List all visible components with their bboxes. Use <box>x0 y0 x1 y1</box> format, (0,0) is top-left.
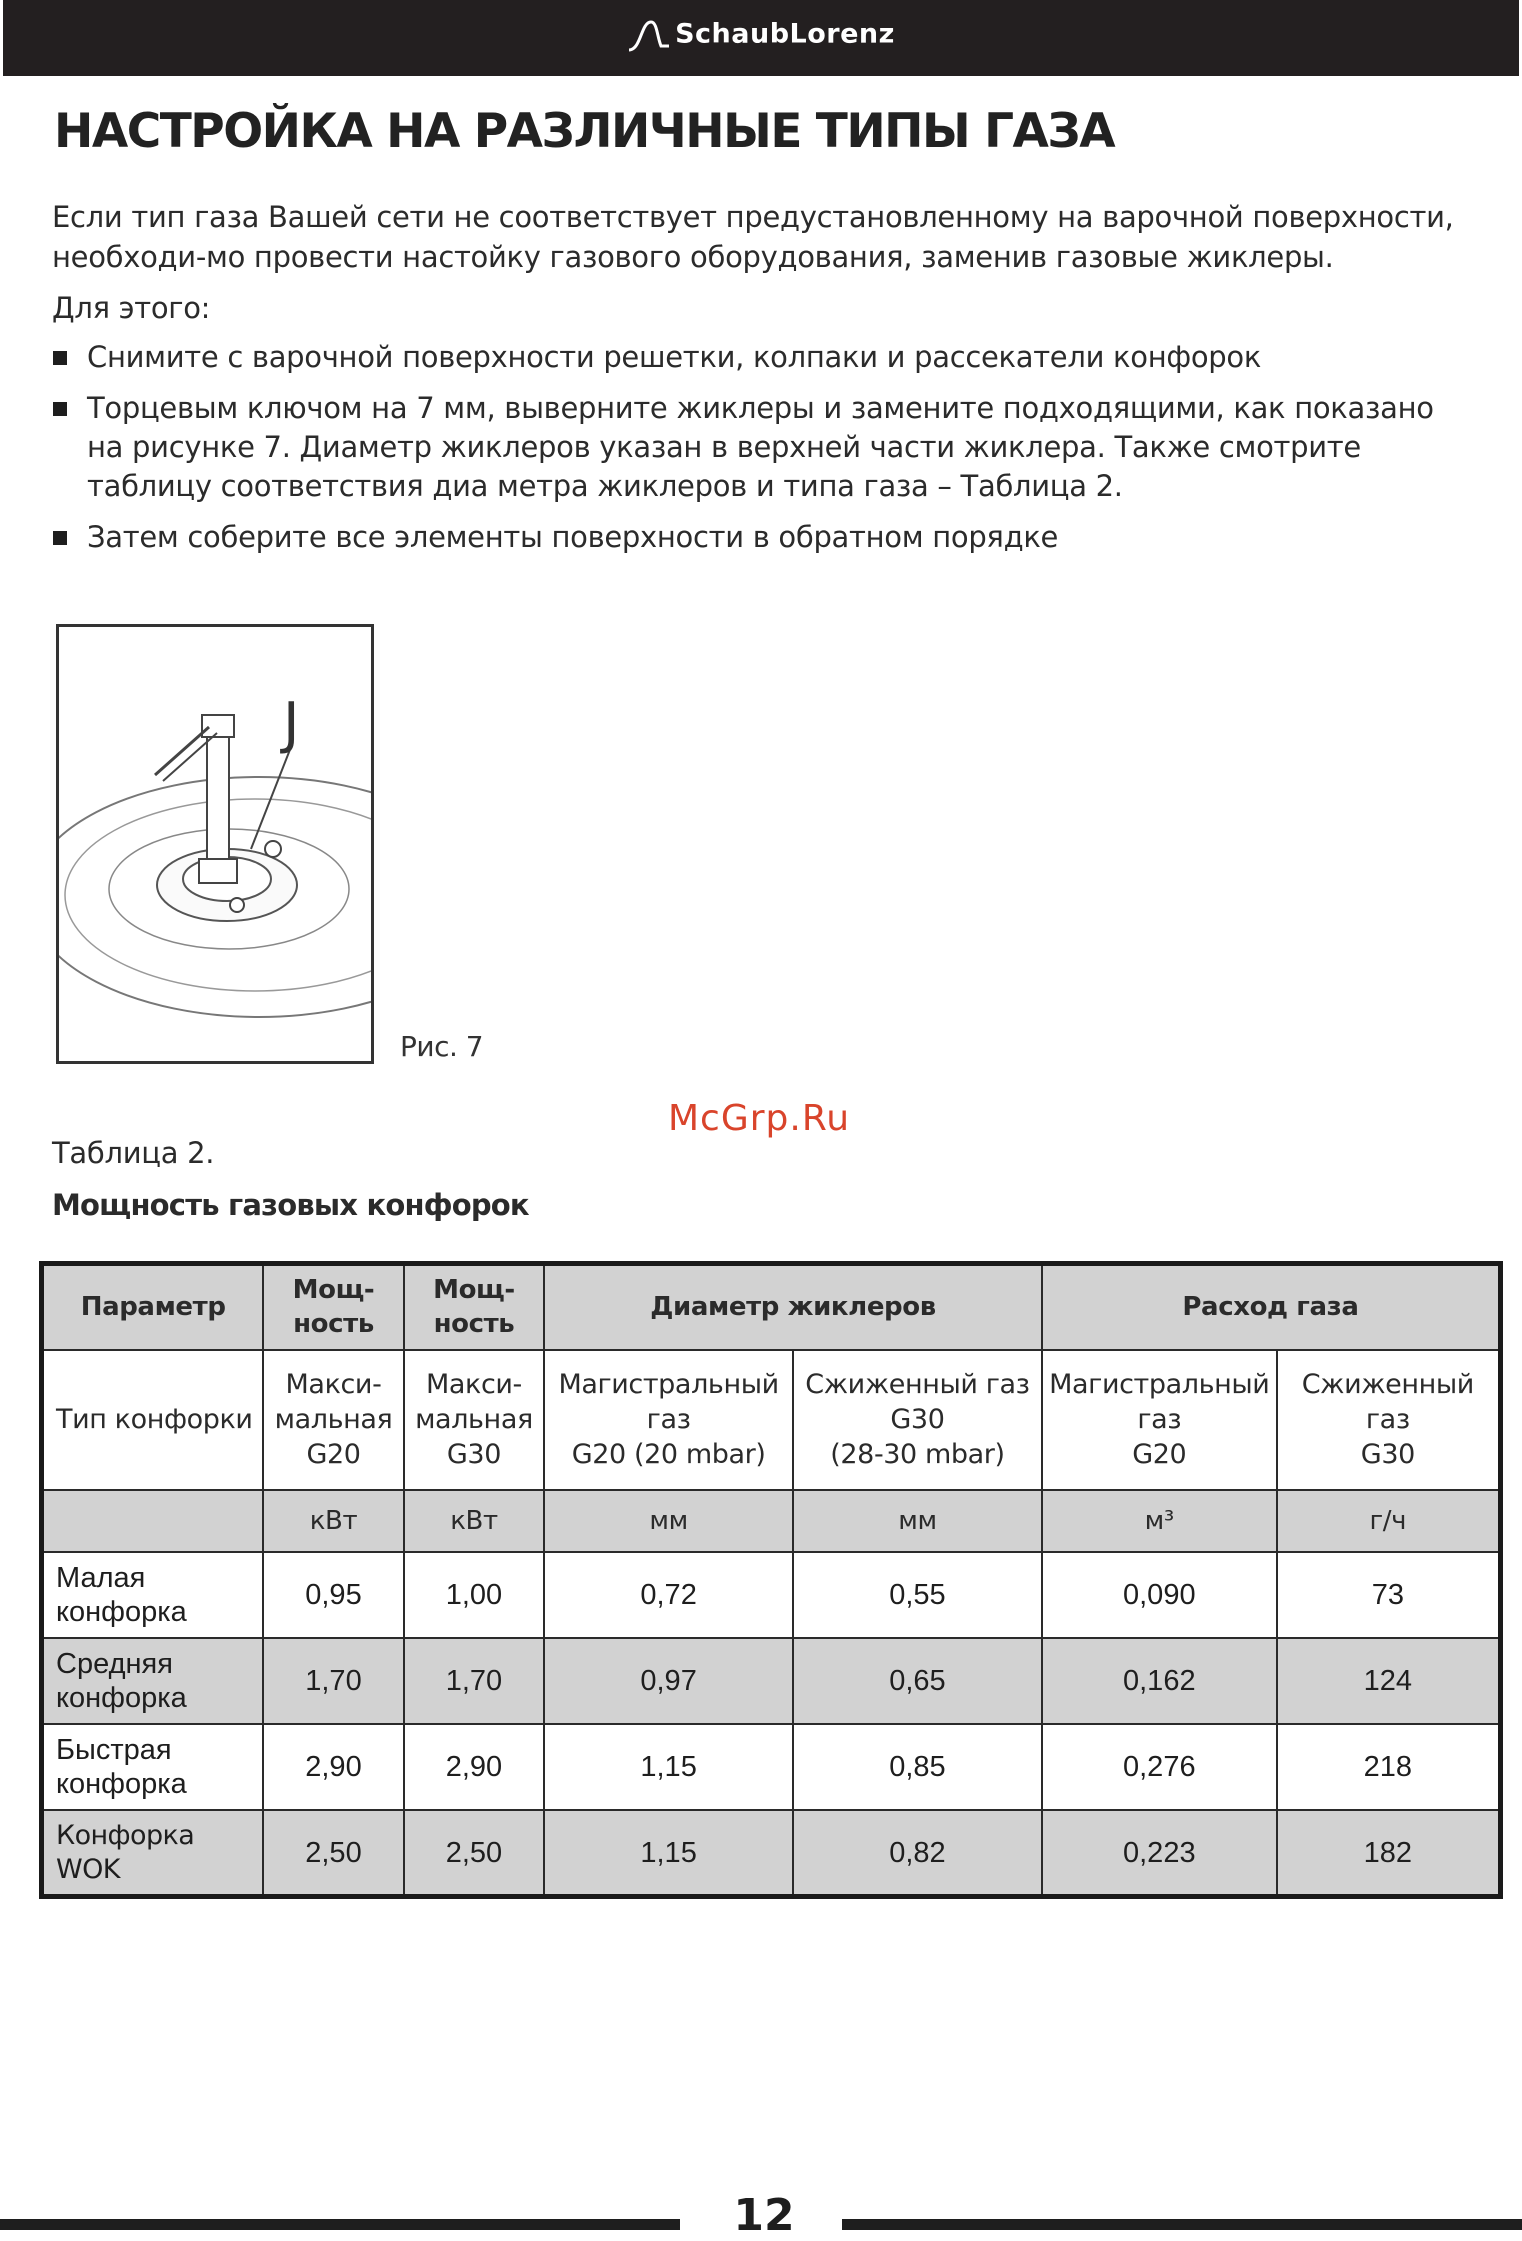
table-cell: 1,00 <box>404 1552 544 1638</box>
step-item: Торцевым ключом на 7 мм, выверните жиклеры и замените подходящими, как показано на рисунке 7. Диаметр жиклеров указан в верхней части жиклера. Также смотрите таблицу соответствия диа метра жиклеров и типа газа – Таблица 2. <box>52 389 1472 506</box>
brand-logo-icon <box>627 18 671 52</box>
table-row <box>42 1724 1501 1810</box>
unit-cell: г/ч <box>1277 1490 1501 1552</box>
row-name: Малая конфорка <box>42 1552 264 1638</box>
table-cell: 0,55 <box>793 1552 1042 1638</box>
table-cell: 0,82 <box>793 1810 1042 1896</box>
table-label: Таблица 2. <box>52 1136 215 1170</box>
figure-7 <box>56 624 374 1064</box>
bullet-square-icon <box>53 351 67 365</box>
watermark: McGrp.Ru <box>668 1098 851 1139</box>
header-cell: Сжиженный газ G30 <box>1277 1350 1501 1490</box>
header-cell: Параметр <box>42 1264 264 1350</box>
units-row <box>42 1490 1501 1552</box>
step-item: Снимите с варочной поверхности решетки, колпаки и рассекатели конфорок <box>52 338 1472 377</box>
header-cell: Тип конфорки <box>42 1350 264 1490</box>
unit-cell: мм <box>544 1490 793 1552</box>
page-number: 12 <box>733 2190 795 2241</box>
row-name: Быстрая конфорка <box>42 1724 264 1810</box>
table-cell: 0,97 <box>544 1638 793 1724</box>
header-cell: Мощ- ность <box>263 1264 403 1350</box>
table-row <box>42 1552 1501 1638</box>
table-cell: 2,50 <box>404 1810 544 1896</box>
for-this-label: Для этого: <box>52 291 211 325</box>
table-cell: 2,50 <box>263 1810 403 1896</box>
figure-label: J <box>283 691 300 756</box>
table-cell: 2,90 <box>263 1724 403 1810</box>
table-row <box>42 1810 1501 1896</box>
table-cell: 0,85 <box>793 1724 1042 1810</box>
table-row <box>42 1638 1501 1724</box>
header-cell: Сжиженный газ G30 (28-30 mbar) <box>793 1350 1042 1490</box>
table-cell: 73 <box>1277 1552 1501 1638</box>
table-cell: 0,95 <box>263 1552 403 1638</box>
steps-list <box>52 338 1472 569</box>
table-cell: 0,090 <box>1042 1552 1277 1638</box>
header-row-2 <box>42 1350 1501 1490</box>
table-cell: 0,223 <box>1042 1810 1277 1896</box>
figure-caption: Рис. 7 <box>400 1030 484 1063</box>
page-title: НАСТРОЙКА НА РАЗЛИЧНЫЕ ТИПЫ ГАЗА <box>54 104 1115 159</box>
jet-wrench-illustration <box>59 627 371 1061</box>
header-cell: Расход газа <box>1042 1264 1501 1350</box>
header-cell: Магистральный газ G20 (20 mbar) <box>544 1350 793 1490</box>
table-cell: 1,15 <box>544 1810 793 1896</box>
header-cell: Диаметр жиклеров <box>544 1264 1042 1350</box>
header-cell: Магистральный газ G20 <box>1042 1350 1277 1490</box>
step-item: Затем соберите все элементы поверхности в обратном порядке <box>52 518 1472 557</box>
unit-cell: кВт <box>263 1490 403 1552</box>
row-name: Средняя конфорка <box>42 1638 264 1724</box>
table-cell: 218 <box>1277 1724 1501 1810</box>
table-cell: 1,15 <box>544 1724 793 1810</box>
table-cell: 2,90 <box>404 1724 544 1810</box>
unit-cell: мм <box>793 1490 1042 1552</box>
table-cell: 0,65 <box>793 1638 1042 1724</box>
bullet-square-icon <box>53 531 67 545</box>
unit-cell: кВт <box>404 1490 544 1552</box>
header-cell: Макси- мальная G20 <box>263 1350 403 1490</box>
table-cell: 182 <box>1277 1810 1501 1896</box>
header-row-1 <box>42 1264 1501 1350</box>
unit-cell: м³ <box>1042 1490 1277 1552</box>
brand-name: SchaubLorenz <box>675 18 895 50</box>
table-cell: 1,70 <box>263 1638 403 1724</box>
header-bar <box>3 0 1519 76</box>
footer-rule-right <box>842 2219 1522 2230</box>
table-cell: 0,72 <box>544 1552 793 1638</box>
bullet-square-icon <box>53 402 67 416</box>
header-cell: Мощ- ность <box>404 1264 544 1350</box>
burner-power-table <box>39 1261 1503 1899</box>
table-cell: 0,276 <box>1042 1724 1277 1810</box>
row-name: Конфорка WOK <box>42 1810 264 1896</box>
header-cell: Макси- мальная G30 <box>404 1350 544 1490</box>
brand <box>3 18 1519 52</box>
unit-cell <box>42 1490 264 1552</box>
table-cell: 124 <box>1277 1638 1501 1724</box>
table-title: Мощность газовых конфорок <box>52 1188 529 1222</box>
table-cell: 1,70 <box>404 1638 544 1724</box>
footer-rule-left <box>0 2219 680 2230</box>
intro-paragraph: Если тип газа Вашей сети не соответствует предустановленному на варочной поверхности, необходи-мо провести настойку газового оборудования, заменив газовые жиклеры. <box>52 200 1454 274</box>
table-cell: 0,162 <box>1042 1638 1277 1724</box>
